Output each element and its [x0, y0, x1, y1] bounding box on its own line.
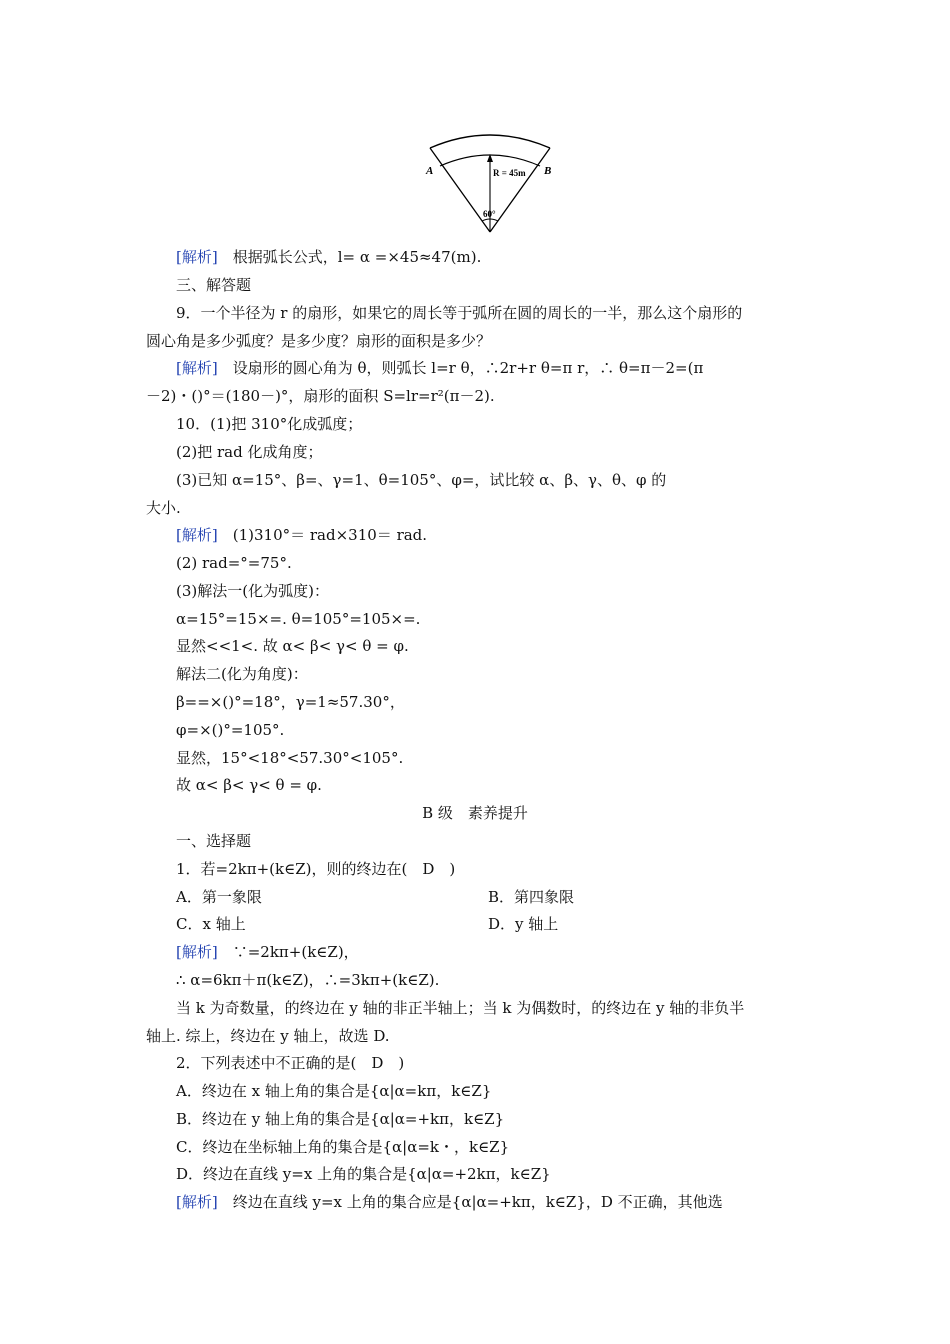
option-1c: C．x 轴上	[176, 915, 246, 933]
question-2: 2．下列表述中不正确的是( D )	[176, 1054, 405, 1072]
question-9-cont: 圆心角是多少弧度？是多少度？扇形的面积是多少？	[146, 332, 492, 350]
option-2c: C．终边在坐标轴上角的集合是{α|α=k・，k∈Z}	[176, 1138, 510, 1156]
solution-2: [解析] 终边在直线 y=x 上角的集合应是{α|α=+kπ，k∈Z}，D 不正确，其他选	[176, 1193, 723, 1211]
solution-10-1: [解析] (1)310°＝ rad×310＝ rad.	[176, 526, 428, 544]
label-angle: 60°	[483, 209, 496, 219]
level-b-heading: B 级 素养提升	[422, 804, 528, 822]
solution-10-3-line1: α=15°=15×=. θ=105°=105×=.	[176, 610, 421, 628]
question-9: 9．一个半径为 r 的扇形，如果它的周长等于弧所在圆的周长的一半，那么这个扇形的	[176, 304, 743, 322]
jiexi-label: [解析]	[176, 526, 218, 544]
option-1b: B．第四象限	[488, 888, 575, 906]
solution-9-cont: －2)・()°＝(180－)°，扇形的面积 S=lr=r²(π－2).	[146, 387, 495, 405]
solution-10-2: (2) rad=°=75°.	[176, 554, 292, 572]
solution-1-line4: 轴上. 综上，终边在 y 轴上，故选 D.	[146, 1027, 390, 1045]
option-2b: B．终边在 y 轴上角的集合是{α|α=+kπ，k∈Z}	[176, 1110, 505, 1128]
question-1: 1．若=2kπ+(k∈Z)，则的终边在( D )	[176, 860, 456, 878]
label-b: B	[544, 165, 552, 177]
solution-10-3-line4: φ=×()°=105°.	[176, 721, 285, 739]
question-10-2: (2)把 rad 化成角度；	[176, 443, 323, 461]
sector-right-edge	[490, 148, 550, 232]
sector-figure	[420, 134, 560, 240]
jiexi-label: [解析]	[176, 943, 218, 961]
jiexi-label: [解析]	[176, 1193, 218, 1211]
label-a: A	[426, 165, 434, 177]
sector-left-edge	[430, 148, 490, 232]
solution-1: [解析] ∵=2kπ+(k∈Z)，	[176, 943, 359, 961]
choice-section-heading: 一、选择题	[176, 832, 252, 850]
option-2d: D．终边在直线 y=x 上角的集合是{α|α=+2kπ，k∈Z}	[176, 1165, 551, 1183]
jiexi-label: [解析]	[176, 359, 218, 377]
section-heading: 三、解答题	[176, 276, 252, 294]
label-radius: R = 45m	[493, 168, 526, 178]
solution-9: [解析] 设扇形的圆心角为 θ，则弧长 l=r θ，∴2r+r θ=π r，∴ θ=π－2=(π	[176, 359, 704, 377]
solution-10-3-line2: 显然<<1<. 故 α< β< γ< θ = φ.	[176, 637, 409, 655]
solution-10-3-line5: 显然，15°<18°<57.30°<105°.	[176, 749, 404, 767]
solution-1-line2: ∴ α=6kπ＋π(k∈Z)，∴=3kπ+(k∈Z).	[176, 971, 440, 989]
outer-arc	[430, 135, 550, 148]
option-2a: A．终边在 x 轴上角的集合是{α|α=kπ，k∈Z}	[176, 1082, 492, 1100]
question-10-3-cont: 大小.	[146, 499, 181, 517]
option-1a: A．第一象限	[176, 888, 262, 906]
question-10-1: 10．(1)把 310°化成弧度；	[176, 415, 363, 433]
solution-10-3-method1: (3)解法一(化为弧度)：	[176, 582, 329, 600]
solution-10-3-line6: 故 α< β< γ< θ = φ.	[176, 776, 322, 794]
solution-10-3-method2: 解法二(化为角度)：	[176, 665, 308, 683]
solution-10-3-line3: β==×()°=18°，γ=1≈57.30°，	[176, 693, 405, 711]
solution-arc-length: [解析] 根据弧长公式，l= α =×45≈47(m).	[176, 248, 482, 266]
question-10-3: (3)已知 α=15°、β=、γ=1、θ=105°、φ=，试比较 α、β、γ、θ、φ 的	[176, 471, 667, 489]
option-1d: D．y 轴上	[488, 915, 559, 933]
solution-1-line3: 当 k 为奇数量，的终边在 y 轴的非正半轴上；当 k 为偶数时，的终边在 y 轴的非负半	[176, 999, 745, 1017]
jiexi-label: [解析]	[176, 248, 218, 266]
